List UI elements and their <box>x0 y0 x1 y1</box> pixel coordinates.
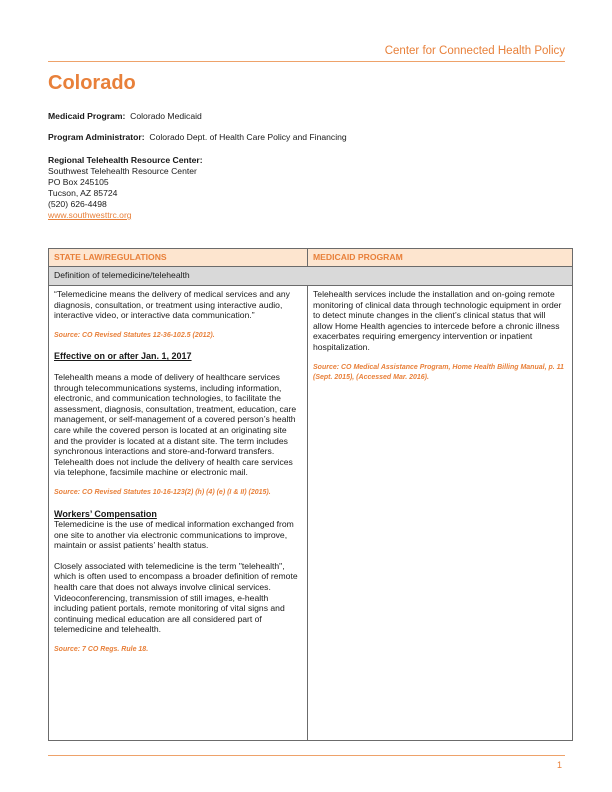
policy-table <box>48 248 573 741</box>
column-header-medicaid: MEDICAID PROGRAM <box>308 249 573 267</box>
table-row <box>49 286 573 741</box>
state-law-quote: “Telemedicine means the delivery of medical services and any diagnosis, consultation, or treatment using interactive audio, interactive video, or interactive data communication.” <box>54 289 290 321</box>
state-law-telehealth-association: Closely associated with telemedicine is the term "telehealth", which is often used to encompass a broader definition of remote health care that does not always involve clinical services. Videoconferencing, transmission of still images, e-health including patient portals, remote monitoring of vital signs and continuing medical education are all considered part of telemedicine and telehealth. <box>54 560 298 635</box>
header-divider <box>48 61 565 62</box>
state-law-source-2: Source: CO Revised Statutes 10-16-123(2) (h) (4) (e) (I & II) (2015). <box>54 488 271 496</box>
medicaid-cell <box>308 286 573 741</box>
resource-center-address-1: PO Box 245105 <box>48 177 109 187</box>
program-administrator-field <box>48 132 347 142</box>
organization-name: Center for Connected Health Policy <box>384 45 565 57</box>
resource-center-phone: (520) 626-4498 <box>48 199 107 209</box>
medicaid-program-value: Colorado Medicaid <box>130 111 202 121</box>
section-row <box>49 267 573 286</box>
resource-center-name: Southwest Telehealth Resource Center <box>48 166 197 176</box>
column-header-state-law: STATE LAW/REGULATIONS <box>49 249 308 267</box>
state-law-source-1: Source: CO Revised Statutes 12-36-102.5 (2012). <box>54 331 215 339</box>
medicaid-program-field <box>48 111 202 121</box>
medicaid-program-label: Medicaid Program: <box>48 111 126 121</box>
state-law-workers-comp-definition: Telemedicine is the use of medical information exchanged from one site to another via electronic communications to improve, maintain or assist patients’ health status. <box>54 519 294 551</box>
table-header-row <box>49 249 573 267</box>
page-title: Colorado <box>48 72 136 94</box>
program-administrator-label: Program Administrator: <box>48 132 145 142</box>
state-law-cell <box>49 286 308 741</box>
resource-center-address-2: Tucson, AZ 85724 <box>48 188 118 198</box>
state-law-subhead-effective: Effective on or after Jan. 1, 2017 <box>54 351 192 362</box>
state-law-source-3: Source: 7 CO Regs. Rule 18. <box>54 646 149 654</box>
page-number: 1 <box>556 760 562 770</box>
state-law-subhead-workers-comp: Workers’ Compensation <box>54 508 157 519</box>
resource-center-label: Regional Telehealth Resource Center: <box>48 155 203 165</box>
state-law-telehealth-definition: Telehealth means a mode of delivery of healthcare services through telecommunications systems, including information, electronic, and communication technologies, to facilitate the assessment, diagnosis, consultation, treatment, education, care management, or self-management of a covered person’s health care while the covered person is located at an originating site and the provider is located at a distant site. The term includes synchronous interactions and store-and-forward transfers. Telehealth does not include the delivery of health care services via telephone, facsimile machine or electronic mail. <box>54 371 297 478</box>
resource-center-block <box>48 155 203 221</box>
program-administrator-value: Colorado Dept. of Health Care Policy and Financing <box>149 132 347 142</box>
section-title: Definition of telemedicine/telehealth <box>49 267 573 286</box>
footer-divider <box>48 755 565 756</box>
medicaid-source-1: Source: CO Medical Assistance Program, Home Health Billing Manual, p. 11 (Sept. 2015), (Accessed Mar. 2016). <box>313 363 564 382</box>
medicaid-definition: Telehealth services include the installation and on-going remote monitoring of clinical data through technologic equipment in order to detect minute changes in the client’s clinical status that will allow Home Health agencies to intercede before a chronic illness exacerbates requiring emergency intervention or inpatient hospitalization. <box>313 289 562 352</box>
resource-center-website-link[interactable]: www.southwesttrc.org <box>48 210 132 220</box>
